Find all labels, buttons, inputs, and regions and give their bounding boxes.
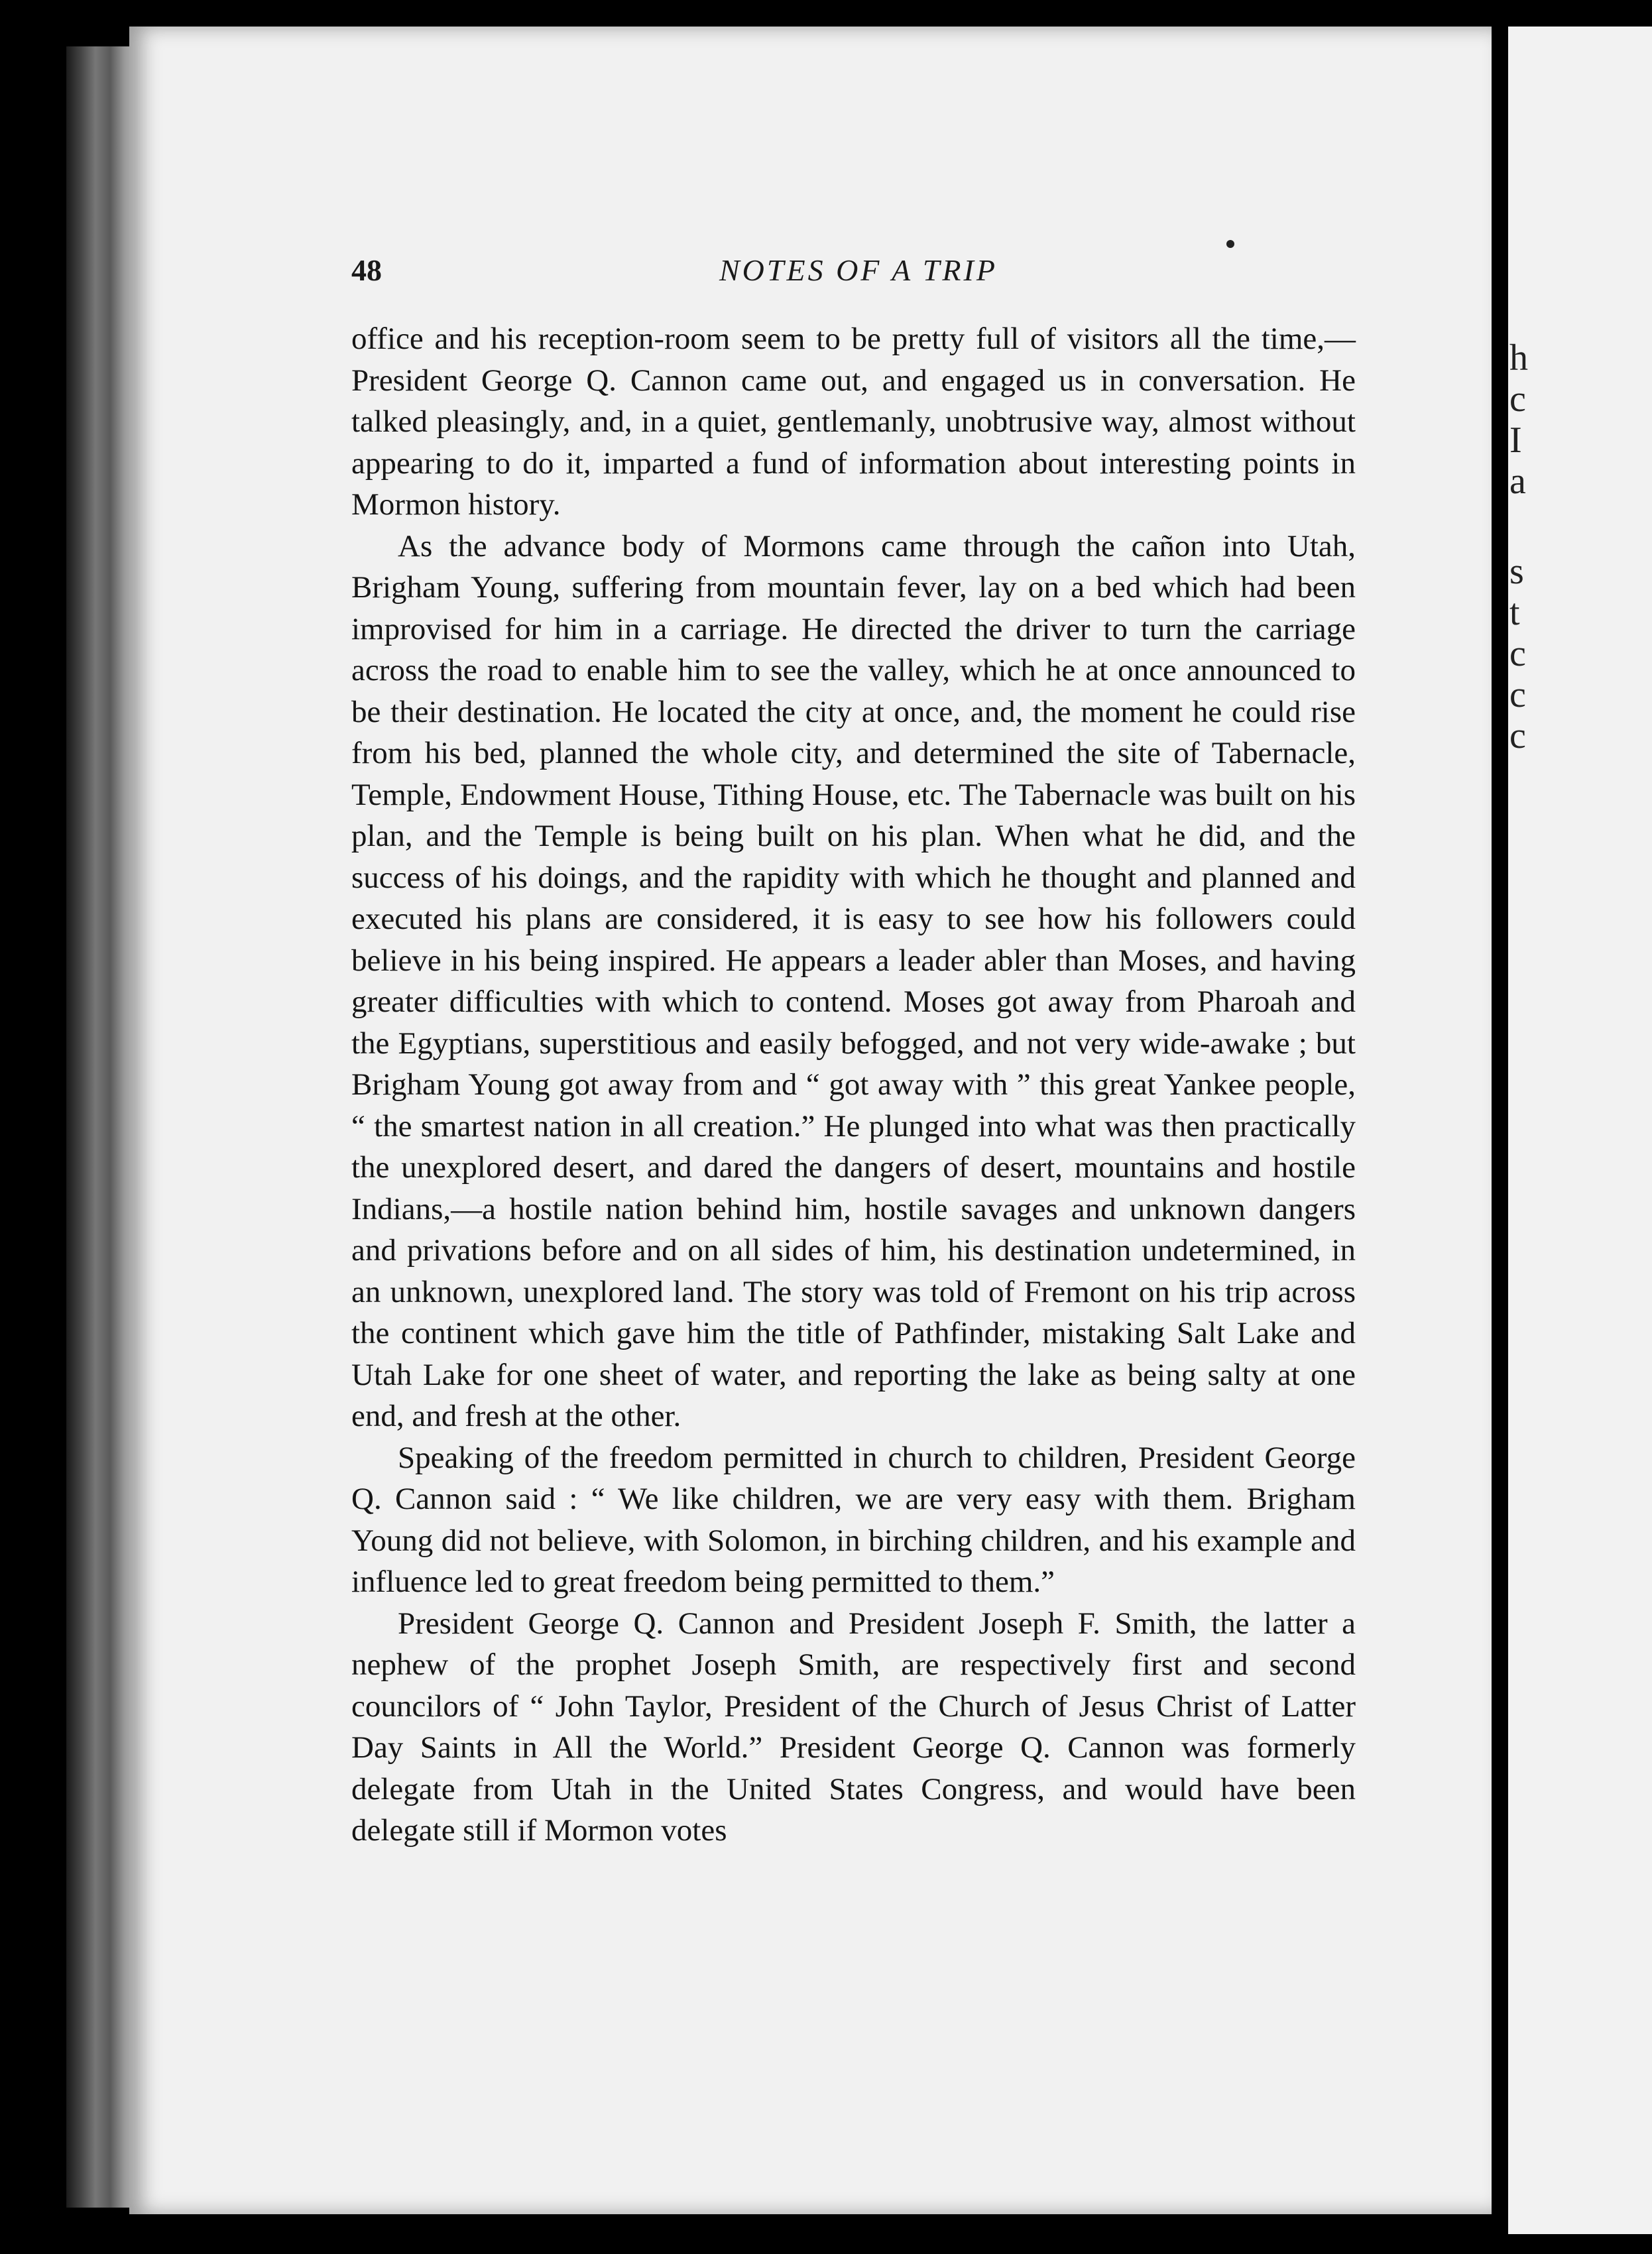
facing-page-letter: I (1509, 420, 1522, 461)
paragraph-church-presidents: President George Q. Cannon and President Joseph F. Smith, the latter a nephew of the prophet Joseph Smith, are respectively first and second councilors of “ John Taylor, President of the Church of Jesus Christ of Latter Day Saints in All the World.” President George Q. Cannon was formerly delegate from Utah in the United States Congress, and would have been delegate still if Mormon votes (351, 1606, 1356, 1848)
running-head (351, 253, 1386, 299)
paragraph-children-freedom: Speaking of the freedom permitted in church to children, President George Q. Cannon said : “ We like children, we are very easy with them. Brigham Young did not believe, with Solomon, in birching children, and his example and influence led to great freedom being permitted to them.” (351, 1440, 1356, 1599)
ink-dot (1226, 240, 1234, 248)
page-edge-stack (66, 46, 139, 2208)
page-number: 48 (351, 253, 382, 287)
facing-page-edge (1508, 27, 1652, 2234)
facing-page-letter: a (1509, 461, 1526, 502)
body-text (351, 318, 1356, 1852)
facing-page-letter: h (1509, 337, 1528, 379)
facing-page-letter: c (1509, 633, 1526, 674)
facing-page-letter: s (1509, 551, 1524, 592)
facing-page-letter: c (1509, 379, 1526, 420)
facing-page-letter: c (1509, 674, 1526, 715)
paragraph-brigham-young: As the advance body of Mormons came through the cañon into Utah, Brigham Young, suffering from mountain fever, lay on a bed which had been improvised for him in a carriage. He directed the driver to turn the carriage across the road to enable him to see the valley, which he at once announced to be their destination. He located the city at once, and, the moment he could rise from his bed, planned the whole city, and determined the site of Tabernacle, Temple, Endowment House, Tithing House, etc. The Tabernacle was built on his plan, and the Temple is being built on his plan. When what he did, and the success of his doings, and the rapidity with which he thought and planned and executed his plans are considered, it is easy to see how his followers could believe in his being inspired. He appears a leader abler than Moses, and having greater difficulties with which to contend. Moses got away from Pharoah and the Egyptians, superstitious and easily befogged, and not very wide-awake ; but Brigham Young got away from and “ got away with ” this great Yankee people, “ the smartest nation in all creation.” He plunged into what was then practically the unexplored desert, and dared the dangers of desert, mountains and hostile Indians,—a hostile nation behind him, hostile savages and unknown dangers and privations before and on all sides of him, his destination undetermined, in an unknown, unexplored land. The story was told of Fremont on his trip across the continent which gave him the title of Pathfinder, mistaking Salt Lake and Utah Lake for one sheet of water, and reporting the lake as being salty at one end, and fresh at the other. (351, 528, 1356, 1433)
paragraph-continuation: office and his reception-room seem to be pretty full of visitors all the time,—President George Q. Cannon came out, and engaged us in conversation. He talked pleasingly, and, in a quiet, gentlemanly, unobtrusive way, almost without appearing to do it, imparted a fund of information about interesting points in Mormon history. (351, 322, 1356, 522)
running-title: NOTES OF A TRIP (719, 253, 998, 287)
facing-page-letter: c (1509, 715, 1526, 756)
facing-page-letter: t (1509, 592, 1520, 633)
